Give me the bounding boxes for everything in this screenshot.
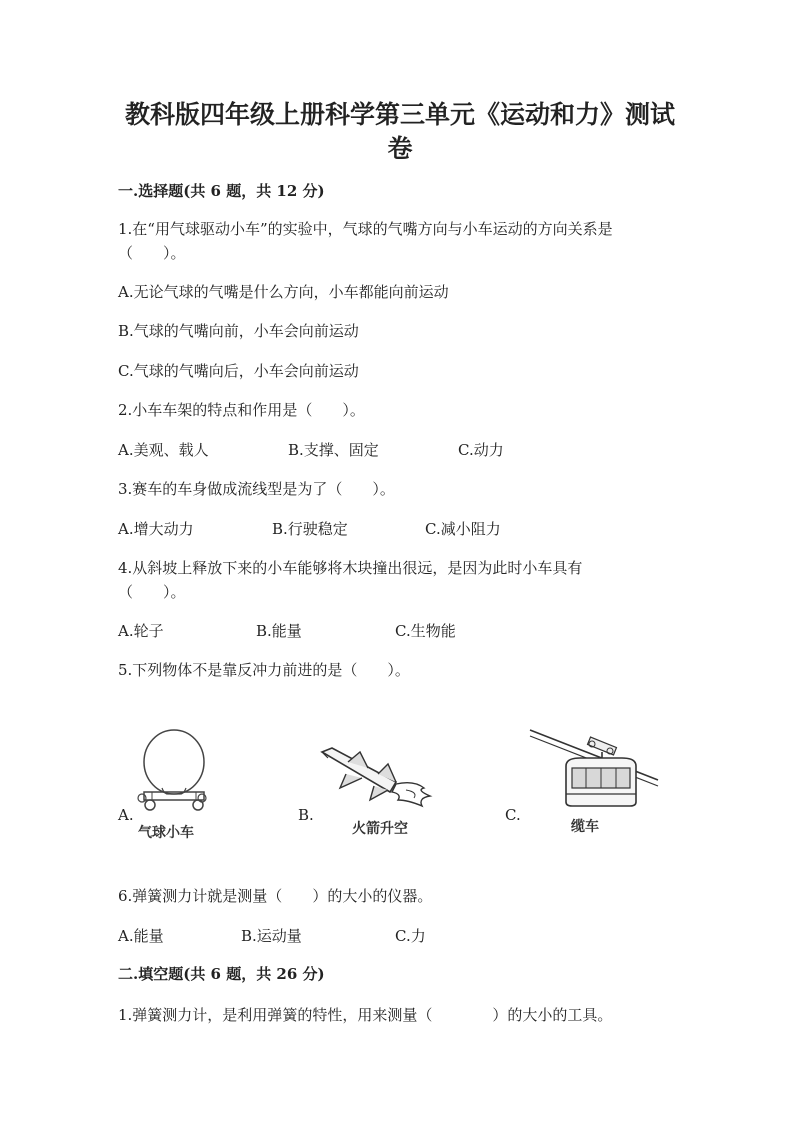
question-3-text: 3.赛车的车身做成流线型是为了（ ）。: [118, 480, 395, 498]
cable-car-image: [530, 726, 660, 810]
question-3-option-c: C.减小阻力: [425, 520, 501, 538]
question-3-option-b: B.行驶稳定: [272, 520, 348, 538]
question-1-option-c: C.气球的气嘴向后，小车会向前运动: [118, 362, 359, 380]
question-5-option-b: B.: [298, 806, 314, 824]
question-2-option-b: B.支撑、固定: [288, 441, 379, 459]
question-2-option-a: A.美观、载人: [118, 441, 209, 459]
question-3-option-a: A.增大动力: [118, 520, 194, 538]
question-6-option-b: B.运动量: [241, 927, 302, 945]
balloon-car-image: [132, 728, 212, 824]
question-4-text: 4.从斜坡上释放下来的小车能够将木块撞出很远，是因为此时小车具有: [118, 559, 583, 577]
section-heading-fill-in: 二.填空题(共 6 题，共 26 分): [118, 965, 325, 983]
rocket-caption: 火箭升空: [352, 821, 408, 837]
question-4-text-continued: （ ）。: [118, 583, 186, 601]
question-4-option-c: C.生物能: [395, 622, 456, 640]
page-title-continued: 卷: [387, 134, 413, 163]
question-1-text-continued: （ ）。: [118, 244, 186, 262]
question-5-option-c: C.: [505, 806, 521, 824]
question-4-option-a: A.轮子: [118, 622, 164, 640]
page-title: 教科版四年级上册科学第三单元《运动和力》测试: [124, 100, 675, 129]
question-6-option-c: C.力: [395, 927, 426, 945]
section-heading-choice: 一.选择题(共 6 题，共 12 分): [118, 182, 325, 200]
fill-in-question-1-text: 1.弹簧测力计，是利用弹簧的特性，用来测量（ ）的大小的工具。: [118, 1006, 613, 1024]
rocket-image: [318, 744, 448, 814]
question-6-text: 6.弹簧测力计就是测量（ ）的大小的仪器。: [118, 887, 433, 905]
balloon-car-caption: 气球小车: [138, 825, 194, 841]
question-5-text: 5.下列物体不是靠反冲力前进的是（ ）。: [118, 661, 410, 679]
question-2-option-c: C.动力: [458, 441, 504, 459]
question-5-option-a: A.: [118, 806, 134, 824]
question-4-option-b: B.能量: [256, 622, 302, 640]
question-2-text: 2.小车车架的特点和作用是（ ）。: [118, 401, 365, 419]
question-1-option-b: B.气球的气嘴向前，小车会向前运动: [118, 322, 359, 340]
question-1-option-a: A.无论气球的气嘴是什么方向，小车都能向前运动: [118, 283, 449, 301]
question-1-text: 1.在“用气球驱动小车”的实验中，气球的气嘴方向与小车运动的方向关系是: [118, 220, 613, 238]
cable-car-caption: 缆车: [571, 819, 599, 835]
question-6-option-a: A.能量: [118, 927, 164, 945]
